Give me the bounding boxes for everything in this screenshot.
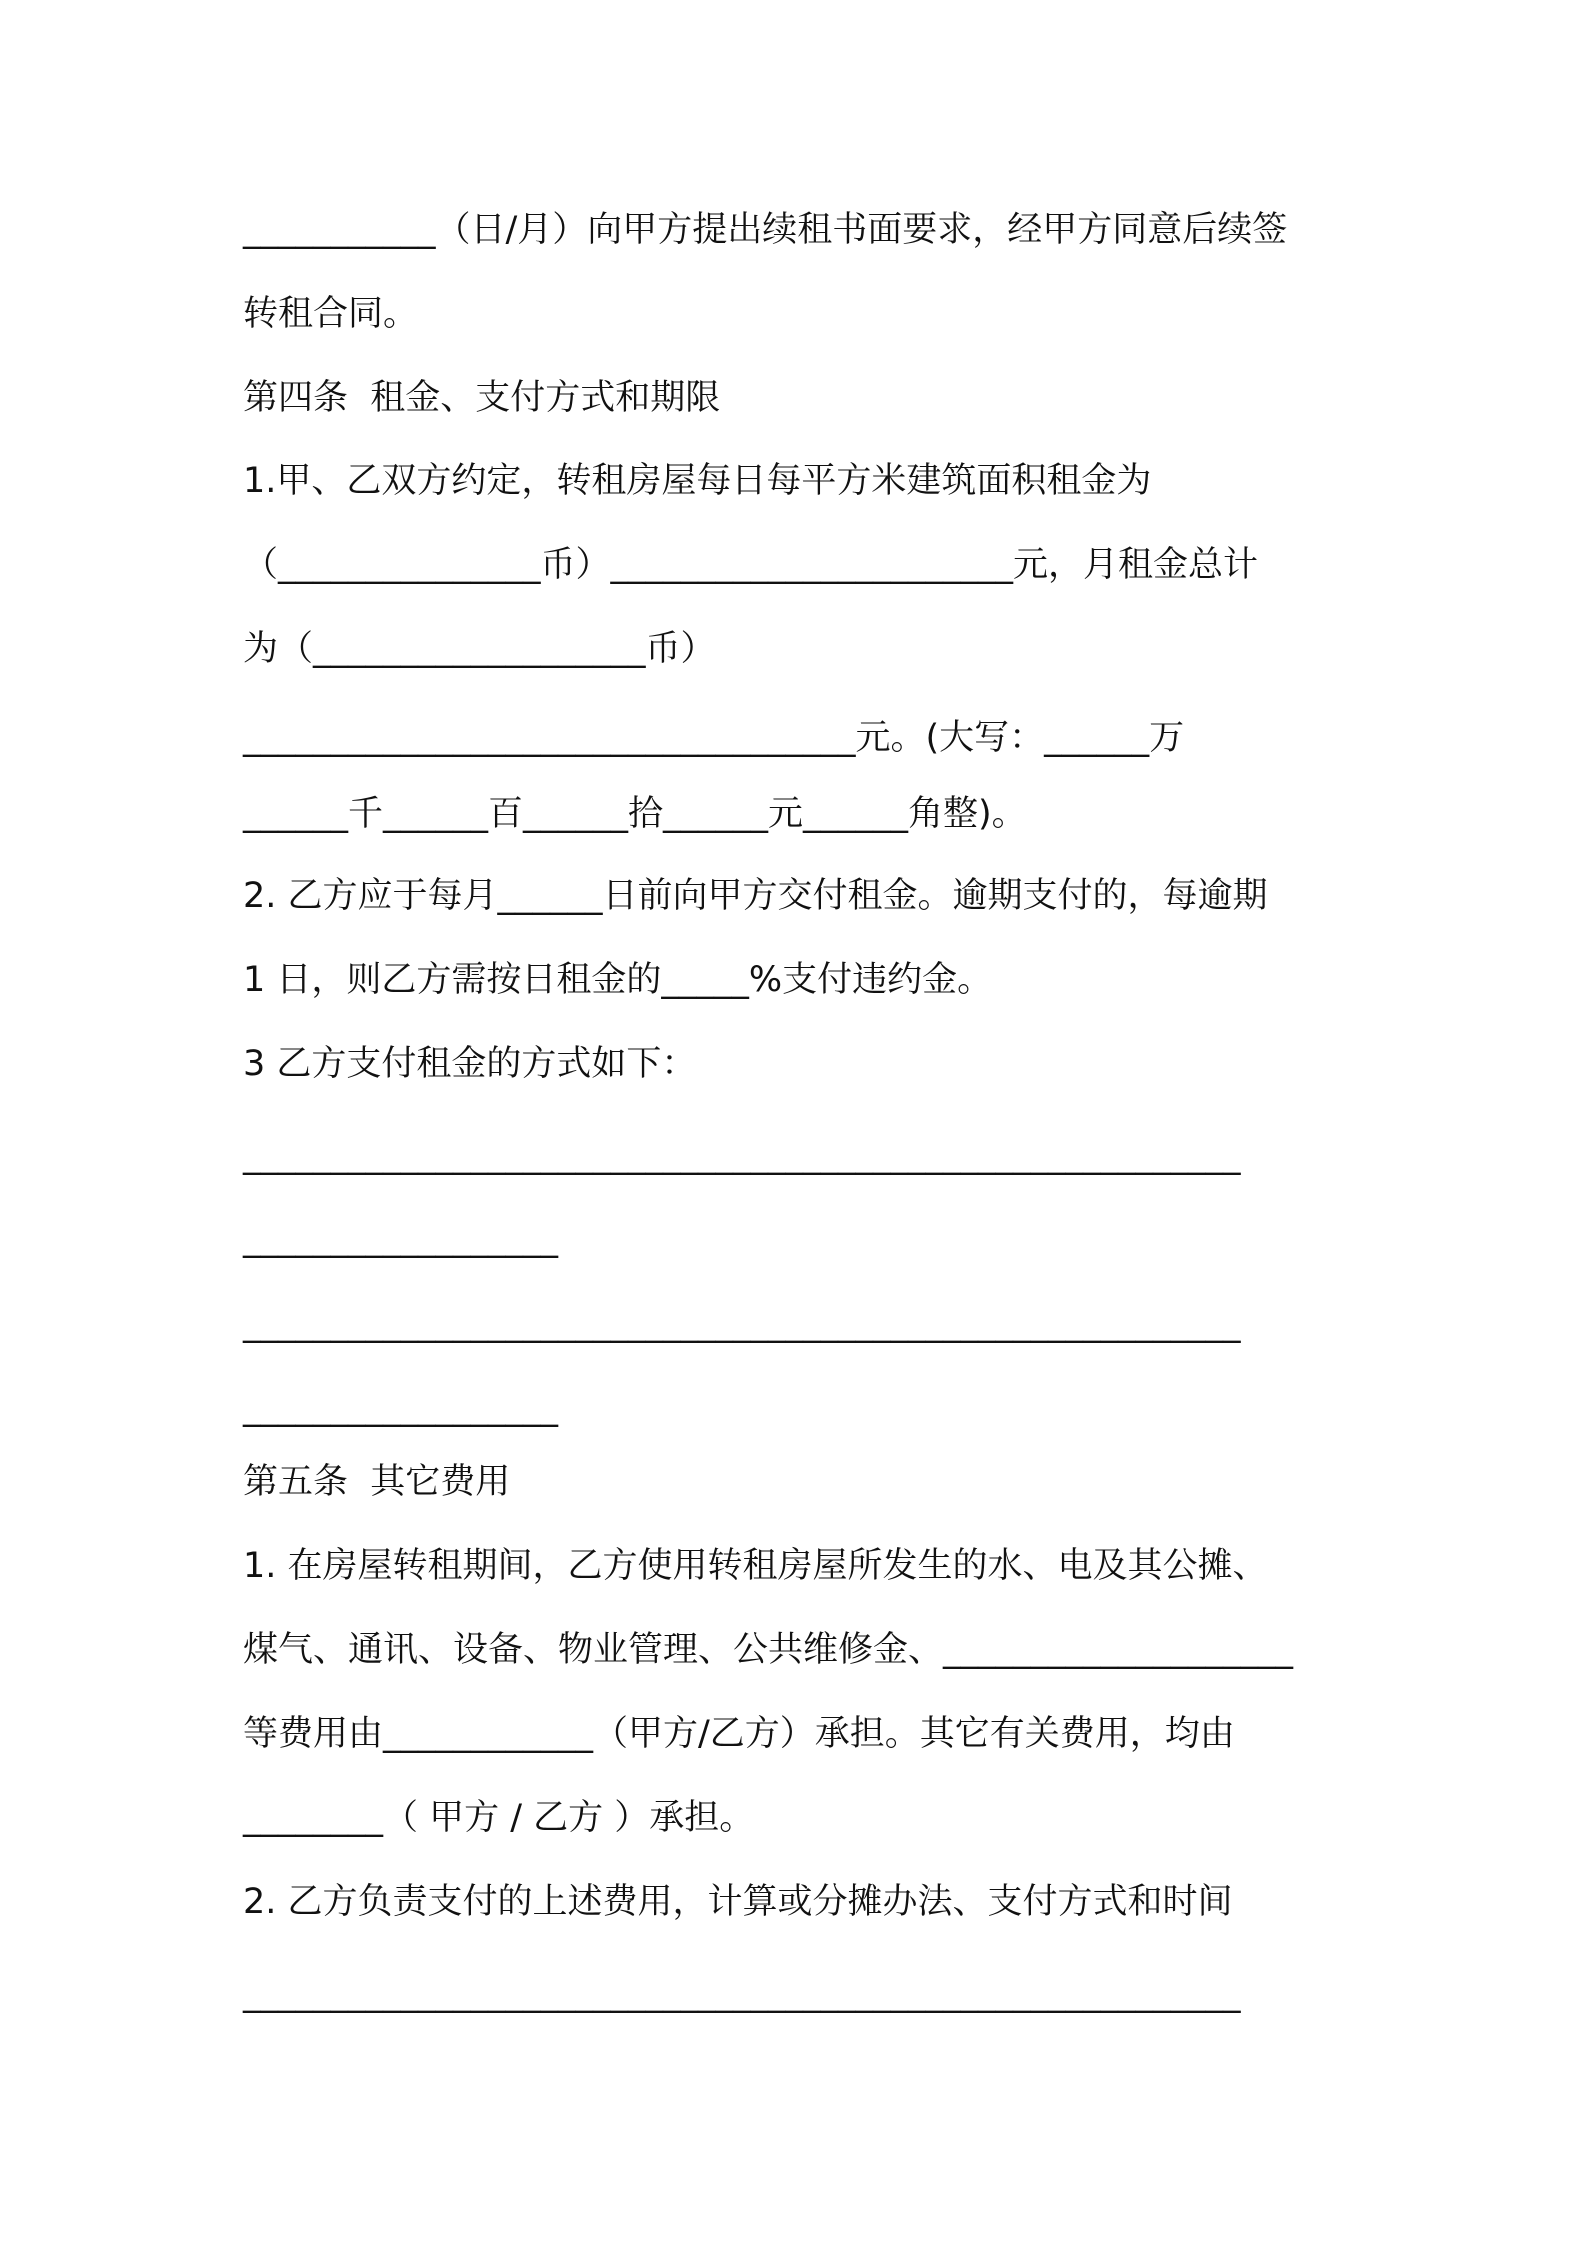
text-line-continuation-renewal: ___________（日/月）向甲方提出续租书面要求，经甲方同意后续签 [243,210,1288,250]
clause-5-2-line-1: 2. 乙方负责支付的上述费用，计算或分摊办法、支付方式和时间 [243,1882,1233,1922]
clause-4-2-line-1: 2. 乙方应于每月______日前向甲方交付租金。逾期支付的，每逾期 [243,876,1268,916]
clause-5-1-line-2: 煤气、通讯、设备、物业管理、公共维修金、____________________ [243,1630,1294,1670]
text-line-sublease-contract: 转租合同。 [243,294,419,334]
article-5-heading: 第五条 其它费用 [243,1462,511,1502]
clause-4-1-line-4: ___________________________________元。(大写：______万 [243,718,1185,758]
blank-line-1: _________________________________________________________ [243,1136,1241,1176]
clause-4-2-line-2: 1 日，则乙方需按日租金的_____%支付违约金。 [243,960,993,1000]
article-4-heading: 第四条 租金、支付方式和期限 [243,378,721,418]
clause-5-1-line-1: 1. 在房屋转租期间，乙方使用转租房屋所发生的水、电及其公摊、 [243,1546,1268,1586]
blank-line-2: __________________ [243,1219,558,1259]
clause-5-1-line-3: 等费用由____________（甲方/乙方）承担。其它有关费用，均由 [243,1714,1235,1754]
blank-line-5: _________________________________________________________ [243,1974,1241,2014]
clause-5-1-line-4: ________（ 甲方 / 乙方 ）承担。 [243,1798,755,1838]
clause-4-1-line-1: 1.甲、乙双方约定，转租房屋每日每平方米建筑面积租金为 [243,461,1152,501]
clause-4-3-line-1: 3 乙方支付租金的方式如下： [243,1044,697,1084]
clause-4-1-line-2: （_______________币）_______________________元，月租金总计 [243,545,1259,585]
clause-4-1-line-5: ______千______百______拾______元______角整)。 [243,794,1027,834]
clause-4-1-line-3: 为（___________________币） [243,629,716,669]
blank-line-4: __________________ [243,1388,558,1428]
blank-line-3: _________________________________________________________ [243,1304,1241,1344]
